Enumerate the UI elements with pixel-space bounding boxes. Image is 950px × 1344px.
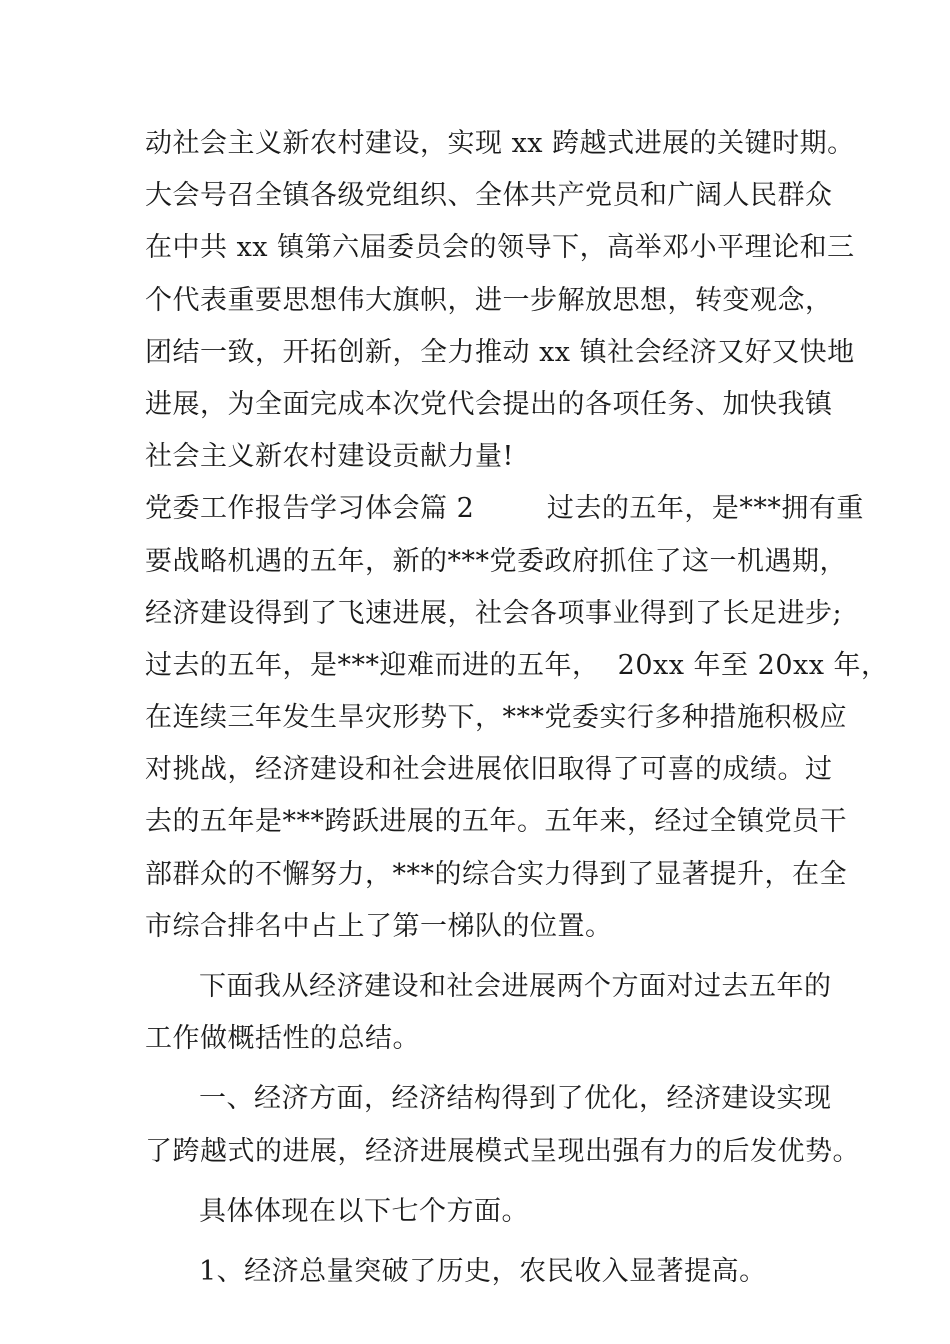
paragraph-summary-line-1: 下面我从经济建设和社会进展两个方面对过去五年的 (199, 971, 832, 1002)
text-line: 在中共 xx 镇第六届委员会的领导下，高举邓小平理论和三 (145, 232, 855, 264)
text-line: 团结一致，开拓创新，全力推动 xx 镇社会经济又好又快地 (145, 336, 855, 368)
text-line: 市综合排名中占上了第一梯队的位置。 (145, 910, 613, 942)
text-line: 社会主义新农村建设贡献力量! (145, 441, 514, 473)
text-line: 部群众的不懈努力，***的综合实力得到了显著提升，在全 (145, 858, 847, 890)
paragraph-economy-line-2: 了跨越式的进展，经济进展模式呈现出强有力的后发优势。 (145, 1135, 860, 1167)
paragraph-summary-line-2: 工作做概括性的总结。 (145, 1023, 420, 1055)
section-heading-line: 党委工作报告学习体会篇 2 过去的五年，是***拥有重 (145, 493, 864, 525)
text-line: 动社会主义新农村建设，实现 xx 跨越式进展的关键时期。 (145, 128, 855, 159)
paragraph-economy-line-1: 一、经济方面，经济结构得到了优化，经济建设实现 (199, 1083, 832, 1115)
text-line: 经济建设得到了飞速进展，社会各项事业得到了长足进步; (145, 597, 843, 629)
text-line: 个代表重要思想伟大旗帜，进一步解放思想，转变观念， (145, 284, 833, 316)
paragraph-gap (145, 1065, 810, 1073)
paragraph-gap (145, 1238, 810, 1246)
text-line: 在连续三年发生旱灾形势下，***党委实行多种措施积极应 (145, 702, 847, 734)
paragraph-gap (145, 1178, 810, 1186)
document-body (145, 118, 889, 1298)
paragraph-item-1-line: 1、经济总量突破了历史，农民收入显著提高。 (199, 1255, 767, 1287)
text-line: 对挑战，经济建设和社会进展依旧取得了可喜的成绩。过 (145, 754, 833, 786)
text-line: 过去的五年，是***迎难而进的五年， 20xx 年至 20xx 年， (145, 649, 889, 681)
paragraph-gap (145, 953, 810, 961)
text-line: 进展，为全面完成本次党代会提出的各项任务、加快我镇 (145, 388, 833, 420)
text-line: 大会号召全镇各级党组织、全体共产党员和广阔人民群众 (145, 180, 833, 212)
paragraph-detail-line: 具体体现在以下七个方面。 (199, 1195, 529, 1227)
text-line: 去的五年是***跨跃进展的五年。五年来，经过全镇党员干 (145, 806, 847, 838)
text-line: 要战略机遇的五年，新的***党委政府抓住了这一机遇期， (145, 545, 847, 577)
